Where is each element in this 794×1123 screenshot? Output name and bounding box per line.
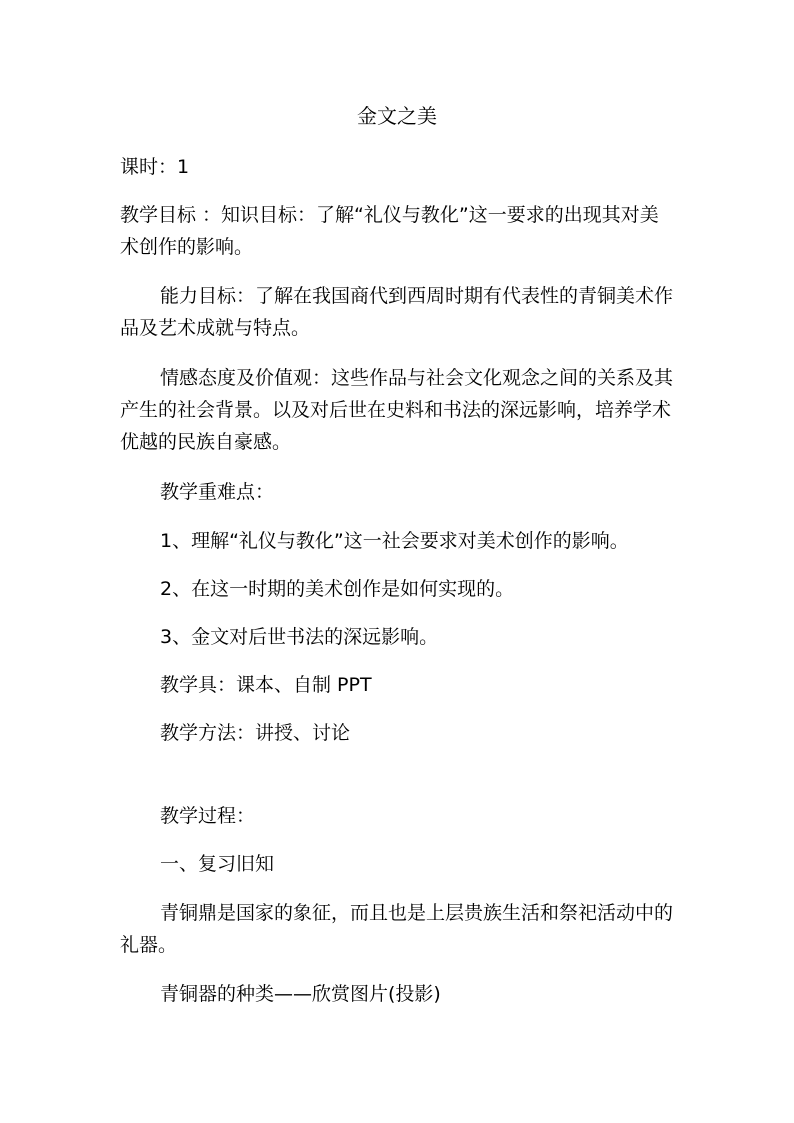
section-heading: 一、复习旧知	[160, 853, 275, 875]
teaching-methods: 教学方法：讲授、讨论	[160, 722, 351, 744]
knowledge-objective: 教学目标 ：知识目标：了解“礼仪与教化”这一要求的出现其对美术创作的影响。	[120, 204, 659, 258]
process-heading: 教学过程：	[160, 805, 256, 827]
teaching-tools: 教学具：课本、自制 PPT	[160, 674, 372, 696]
key-point-item: 1、理解“礼仪与教化”这一社会要求对美术创作的影响。	[160, 530, 629, 552]
lesson-hours: 课时：1	[120, 156, 190, 178]
ability-objective: 能力目标：了解在我国商代到西周时期有代表性的青铜美术作品及艺术成就与特点。	[120, 285, 674, 339]
key-points-heading: 教学重难点：	[160, 481, 275, 503]
body-paragraph: 青铜器的种类——欣赏图片(投影)	[160, 983, 441, 1005]
emotion-objective: 情感态度及价值观：这些作品与社会文化观念之间的关系及其产生的社会背景。以及对后世在史料和书法的深远影响，培养学术优越的民族自豪感。	[120, 367, 674, 453]
key-point-item: 2、在这一时期的美术创作是如何实现的。	[160, 578, 515, 600]
body-paragraph: 青铜鼎是国家的象征，而且也是上层贵族生活和祭祀活动中的礼器。	[120, 902, 674, 956]
document-title: 金文之美	[357, 104, 437, 128]
key-point-item: 3、金文对后世书法的深远影响。	[160, 626, 439, 648]
